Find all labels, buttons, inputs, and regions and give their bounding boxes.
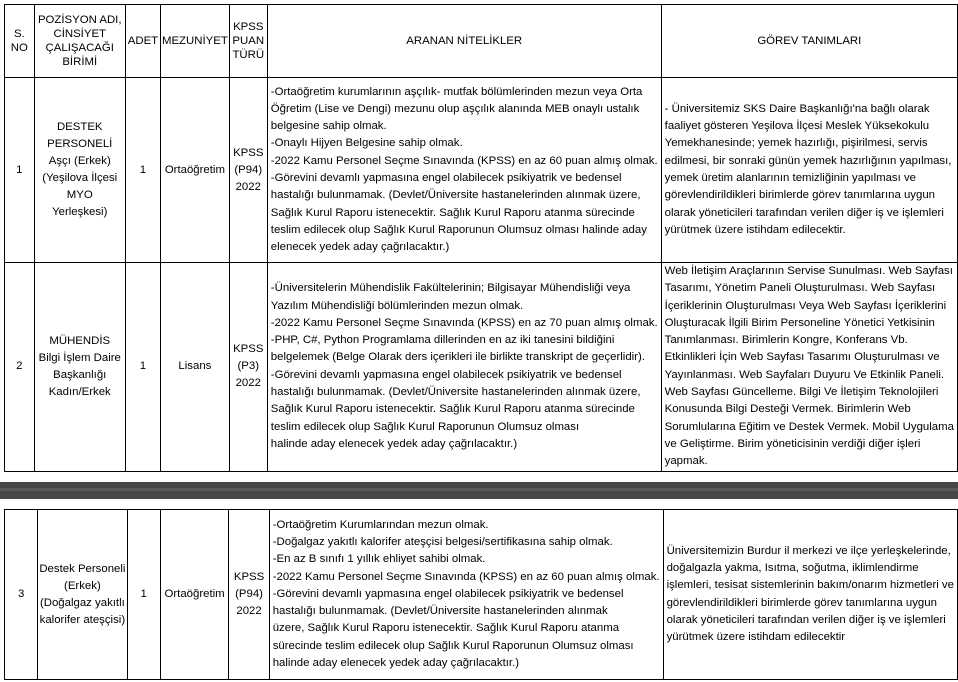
positions-table (4, 4, 958, 472)
row-sno: 1 (5, 78, 35, 263)
row-count: 1 (127, 510, 160, 680)
table-row (5, 510, 958, 680)
row-qualifications: -Ortaöğretim Kurumlarından mezun olmak. -Doğalgaz yakıtlı kalorifer ateşçisi belgesi/sertifikasına sahip olmak. -En az B sınıfı 1 yıllık ehliyet sahibi olmak. -2022 Kamu Personel Seçme Sınavında (KPSS) en az 60 puan almış olmak. -Görevini devamlı yapmasına engel olabilecek psikiyatrik ve bedensel hastalığı bulunmamak. (Devlet/Üniversite hastanelerinden alınmak üzere, Sağlık Kurul Raporu istenecektir. Sağlık Kurul Raporu atanma sürecinde teslim edilecek olup Sağlık Kurul Raporunun Olumsuz olması halinde aday elenecek yedek aday çağrılacaktır.) (269, 510, 663, 680)
row-count: 1 (125, 78, 160, 263)
row-position: DESTEK PERSONELİ Aşçı (Erkek) (Yeşilova İlçesi MYO Yerleşkesi) (34, 78, 125, 263)
row-kpss: KPSS (P94) 2022 (229, 78, 267, 263)
row-duties: Üniversitemizin Burdur il merkezi ve ilçe yerleşkelerinde, doğalgazla yakma, Isıtma, soğutma, iklimlendirme işlemleri, tesisat sistemlerinin bakım/onarım hizmetleri ve görevlendirildikleri birimlerde görev tanımlarına uygun olarak yöneticileri tarafından verilen diğer iş ve işlemleri yürütmek üzere istihdam edilecektir (663, 510, 957, 680)
row-qualifications: -Ortaöğretim kurumlarının aşçılık- mutfak bölümlerinden mezun veya Orta Öğretim (Lise ve Dengi) mezunu olup aşçılık alanında MEB onaylı ustalık belgesine sahip olmak. -Onaylı Hijyen Belgesine sahip olmak. -2022 Kamu Personel Seçme Sınavında (KPSS) en az 60 puan almış olmak. -Görevini devamlı yapmasına engel olabilecek psikiyatrik ve bedensel hastalığı bulunmamak. (Devlet/Üniversite hastanelerinden alınmak üzere, Sağlık Kurul Raporu istenecektir. Sağlık Kurul Raporu atanma sürecinde teslim edilecek olup Sağlık Kurul Raporunun Olumsuz olması halinde aday elenecek yedek aday çağrılacaktır.) (267, 78, 661, 263)
row-education: Ortaöğretim (161, 78, 230, 263)
row-duties: - Üniversitemiz SKS Daire Başkanlığı'na bağlı olarak faaliyet gösteren Yeşilova İlçesi Meslek Yüksekokulu Yemekhanesinde; yemek hazırlığı, pişirilmesi, servis edilmesi, bir sonraki günün yemek hazırlığının yapılması, yemek üretim alanlarının temizliğinin yapılması ve görevlendirildikleri birimlerde görev tanımlarına uygun olarak yöneticileri tarafından verilen diğer iş ve işlemleri yürütmek üzere istihdam edilecektir. (661, 78, 957, 263)
positions-table-continued (4, 509, 958, 680)
header-qualifications: ARANAN NİTELİKLER (267, 5, 661, 78)
row-sno: 3 (5, 510, 38, 680)
header-education: MEZUNİYET (161, 5, 230, 78)
row-position: Destek Personeli (Erkek) (Doğalgaz yakıtlı kalorifer ateşçisi) (38, 510, 127, 680)
row-count: 1 (125, 263, 160, 472)
header-sno: S. NO (5, 5, 35, 78)
row-kpss: KPSS (P3) 2022 (229, 263, 267, 472)
header-position: POZİSYON ADI, CİNSİYET ÇALIŞACAĞI BİRİMİ (34, 5, 125, 78)
row-kpss: KPSS (P94) 2022 (229, 510, 269, 680)
table-row (5, 78, 958, 263)
header-duties: GÖREV TANIMLARI (661, 5, 957, 78)
row-qualifications: -Üniversitelerin Mühendislik Fakültelerinin; Bilgisayar Mühendisliği veya Yazılım Mühendisliği bölümlerinden mezun olmak. -2022 Kamu Personel Seçme Sınavında (KPSS) en az 70 puan almış olmak. -PHP, C#, Python Programlama dillerinden en az iki tanesini bildiğini belgelemek (Belge Olarak ders içerikleri ile birlikte transkript de geçerlidir). -Görevini devamlı yapmasına engel olabilecek psikiyatrik ve bedensel hastalığı bulunmamak. (Devlet/Üniversite hastanelerinden alınmak üzere, Sağlık Kurul Raporu istenecektir. Sağlık Kurul Raporu atanma sürecinde teslim edilecek olup Sağlık Kurul Raporunun Olumsuz olması halinde aday elenecek yedek aday çağrılacaktır.) (267, 263, 661, 472)
row-education: Lisans (161, 263, 230, 472)
page-break-bar (0, 482, 958, 499)
row-position: MÜHENDİS Bilgi İşlem Daire Başkanlığı Kadın/Erkek (34, 263, 125, 472)
table-header-row (5, 5, 958, 78)
row-education: Ortaöğretim (160, 510, 229, 680)
row-sno: 2 (5, 263, 35, 472)
header-kpss: KPSS PUAN TÜRÜ (229, 5, 267, 78)
table-row (5, 263, 958, 472)
header-count: ADET (125, 5, 160, 78)
row-duties: Web İletişim Araçlarının Servise Sunulması. Web Sayfası Tasarımı, Yönetim Paneli Oluşturulması. Web Sayfası İçeriklerinin Oluşturulması Veya Web Sayfası İçeriklerini Oluşturacak İlgili Birim Personeline Yönetici Yetkisinin Tanımlanması. Birimlerin Kongre, Konferans Vb. Etkinlikleri İçin Web Sayfası Tasarımı Oluşturulması ve Yayınlanması. Web Sayfaları Duyuru Ve Etkinlik Paneli. Web Sayfası Güncelleme. Bilgi Ve İletişim Teknolojileri Konusunda Bilgi Desteği Vermek. Birimlerin Web Sorumlularına Eğitim ve Destek Vermek. Mobil Uygulama ve Geliştirme. Birim yöneticisinin verdiği diğer işleri yapmak. (661, 263, 957, 472)
